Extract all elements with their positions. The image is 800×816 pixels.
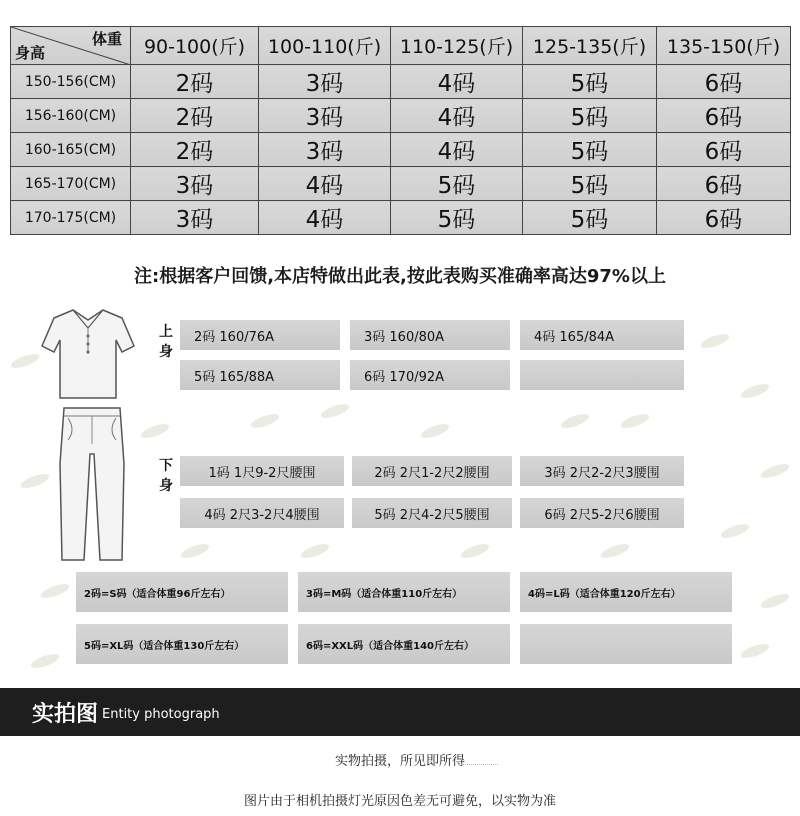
decoration-spot	[759, 591, 791, 611]
decoration-spot	[559, 411, 591, 431]
height-label: 165-170(CM)	[11, 167, 131, 201]
bottom-section-label: 下身	[159, 458, 173, 494]
height-label: 160-165(CM)	[11, 133, 131, 167]
size-cell: 5码	[391, 201, 523, 235]
weight-header: 90-100(斤)	[131, 27, 259, 65]
size-cell: 6码	[657, 99, 791, 133]
bottom-size-box: 6码 2尺5-2尺6腰围	[520, 498, 684, 528]
caption-secondary: 图片由于相机拍摄灯光原因色差无可避免，以实物为准	[243, 794, 556, 809]
size-cell: 3码	[259, 65, 391, 99]
top-section-label: 上身	[159, 324, 173, 360]
decoration-spot	[299, 541, 331, 561]
weight-header: 110-125(斤)	[391, 27, 523, 65]
size-letter-box: 3码=M码（适合体重110斤左右）	[298, 572, 510, 612]
size-cell: 5码	[523, 65, 657, 99]
size-cell: 4码	[259, 167, 391, 201]
pants-icon	[52, 404, 132, 564]
table-corner-cell	[11, 27, 131, 65]
table-body	[11, 65, 791, 235]
size-cell: 6码	[657, 201, 791, 235]
top-size-box	[520, 360, 684, 390]
size-cell: 4码	[391, 99, 523, 133]
size-cell: 6码	[657, 167, 791, 201]
fit-note: 注:根据客户回馈,本店特做出此表,按此表购买准确率高达97%以上	[134, 266, 666, 287]
size-cell: 2码	[131, 133, 259, 167]
decoration-spot	[249, 411, 281, 431]
decoration-spot	[699, 331, 731, 351]
corner-height-label: 身高	[15, 44, 46, 62]
decoration-spot	[9, 351, 41, 371]
decoration-spot	[599, 541, 631, 561]
decoration-spot	[739, 381, 771, 401]
bottom-size-box: 4码 2尺3-2尺4腰围	[180, 498, 344, 528]
table-row	[11, 65, 791, 99]
bottom-size-box: 5码 2尺4-2尺5腰围	[352, 498, 512, 528]
size-cell: 6码	[657, 65, 791, 99]
height-label: 170-175(CM)	[11, 201, 131, 235]
size-letter-box: 6码=XXL码（适合体重140斤左右）	[298, 624, 510, 664]
size-table	[10, 26, 791, 235]
table-header-row	[11, 27, 791, 65]
size-cell: 5码	[523, 99, 657, 133]
size-cell: 5码	[523, 133, 657, 167]
height-label: 150-156(CM)	[11, 65, 131, 99]
decoration-spot	[179, 541, 211, 561]
decoration-spot	[139, 421, 171, 441]
size-cell: 4码	[391, 133, 523, 167]
size-cell: 5码	[523, 201, 657, 235]
decoration-spot	[39, 581, 71, 601]
bottom-size-box: 2码 2尺1-2尺2腰围	[352, 456, 512, 486]
table-row	[11, 99, 791, 133]
size-cell: 2码	[131, 99, 259, 133]
top-size-box: 5码 165/88A	[180, 360, 340, 390]
size-cell: 3码	[131, 201, 259, 235]
decoration-spot	[19, 471, 51, 491]
top-size-box: 4码 165/84A	[520, 320, 684, 350]
garment-size-area	[0, 296, 800, 682]
decoration-spot	[459, 541, 491, 561]
table-row	[11, 167, 791, 201]
size-letter-box	[520, 624, 732, 664]
decoration-spot	[29, 651, 61, 671]
decoration-spot	[319, 401, 351, 421]
size-cell: 4码	[259, 201, 391, 235]
bottom-size-box: 1码 1尺9-2尺腰围	[180, 456, 344, 486]
size-cell: 5码	[391, 167, 523, 201]
size-cell: 4码	[391, 65, 523, 99]
size-cell: 3码	[259, 99, 391, 133]
size-letter-box: 2码=S码（适合体重96斤左右）	[76, 572, 288, 612]
weight-header: 135-150(斤)	[657, 27, 791, 65]
caption-primary: 实物拍摄，所见即所得	[334, 754, 465, 769]
entity-photo-banner	[0, 688, 800, 736]
decoration-spot	[759, 461, 791, 481]
decoration-spot	[619, 411, 651, 431]
banner-title-en: Entity photograph	[102, 706, 220, 722]
bottom-size-box: 3码 2尺2-2尺3腰围	[520, 456, 684, 486]
table-row	[11, 133, 791, 167]
top-size-box: 3码 160/80A	[350, 320, 510, 350]
size-cell: 5码	[523, 167, 657, 201]
faint-mark	[458, 764, 498, 770]
table-row	[11, 201, 791, 235]
decoration-spot	[419, 421, 451, 441]
size-cell: 2码	[131, 65, 259, 99]
size-letter-box: 4码=L码（适合体重120斤左右）	[520, 572, 732, 612]
top-size-box: 2码 160/76A	[180, 320, 340, 350]
weight-header: 125-135(斤)	[523, 27, 657, 65]
banner-title-cn: 实拍图	[32, 701, 99, 727]
decoration-spot	[739, 641, 771, 661]
weight-header: 100-110(斤)	[259, 27, 391, 65]
top-size-box: 6码 170/92A	[350, 360, 510, 390]
size-cell: 3码	[259, 133, 391, 167]
size-letter-box: 5码=XL码（适合体重130斤左右）	[76, 624, 288, 664]
shirt-icon	[38, 306, 138, 404]
size-cell: 6码	[657, 133, 791, 167]
decoration-spot	[719, 521, 751, 541]
corner-weight-label: 体重	[91, 30, 122, 48]
size-cell: 3码	[131, 167, 259, 201]
height-label: 156-160(CM)	[11, 99, 131, 133]
